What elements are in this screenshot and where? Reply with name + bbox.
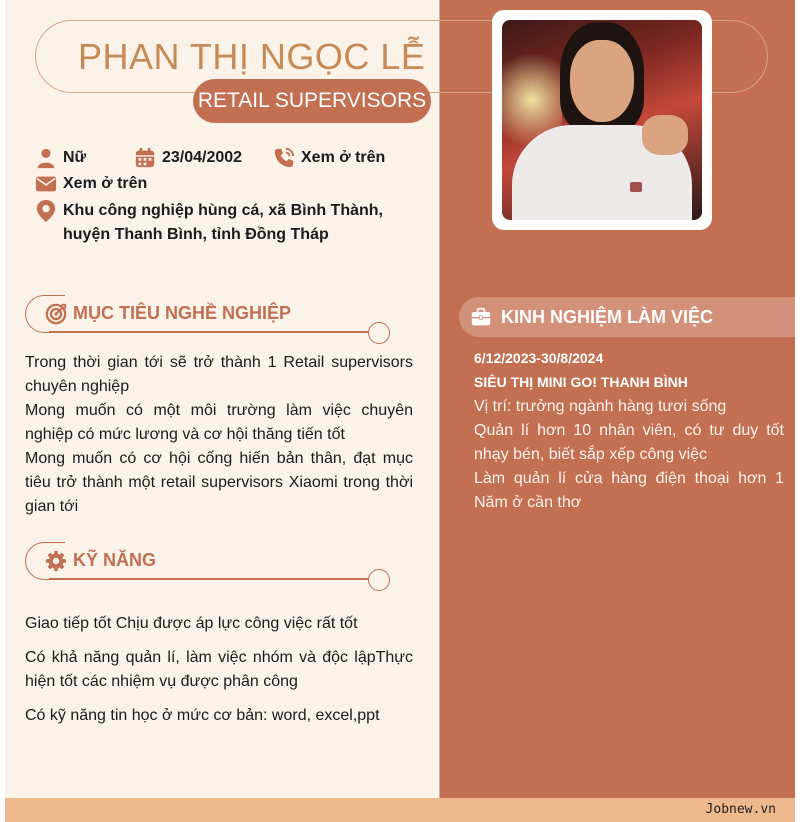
footer-bar [5,798,795,822]
skills-header [25,542,390,580]
map-pin-icon [35,199,57,223]
profile-photo-frame [492,10,712,230]
experience-line: Quản lí hơn 10 nhân viên, có tư duy tốt nhạy bén, biết sắp xếp công việc [474,422,784,463]
birthdate-info [134,147,242,169]
position-badge: RETAIL SUPERVISORS [193,79,431,123]
experience-title: KINH NGHIỆM LÀM VIỆC [501,306,714,327]
address-info [35,199,393,247]
skill-item: Có khả năng quản lí, làm việc nhóm và độc lậpThực hiện tốt các nhiệm vụ được phân công [25,649,413,690]
phone-info [273,147,385,169]
objective-content [25,351,413,519]
address-value: Khu công nghiệp hùng cá, xã Bình Thành, huyện Thanh Bình, tỉnh Đồng Tháp [63,202,383,243]
gender-value: Nữ [63,149,87,166]
email-info [35,173,147,195]
phone-value: Xem ở trên [301,149,386,166]
skills-title: KỸ NĂNG [73,550,157,570]
skill-item: Có kỹ năng tin học ở mức cơ bản: word, excel,ppt [25,707,380,724]
objective-line: Trong thời gian tới sẽ trở thành 1 Retail supervisors chuyên nghiệp [25,354,413,395]
objective-line: Mong muốn có một môi trường làm việc chuyên nghiệp có mức lương và cơ hội thăng tiến tốt [25,402,413,443]
candidate-name: PHAN THỊ NGỌC LỄ [78,36,426,77]
briefcase-icon [471,307,491,327]
experience-header [459,297,795,337]
calendar-icon [134,147,156,169]
objective-line: Mong muốn có cơ hội cống hiến bản thân, đạt mục tiêu trở thành một retail supervisors Xiaomi trong thời gian tới [25,450,413,515]
birthdate-value: 23/04/2002 [162,149,243,166]
user-icon [35,147,57,169]
experience-date: 6/12/2023-30/8/2024 [474,350,604,366]
experience-company: SIÊU THỊ MINI GO! THANH BÌNH [474,374,688,390]
envelope-icon [35,173,57,195]
column-divider [439,0,440,798]
profile-photo [502,20,702,220]
experience-description [474,395,784,515]
objective-header [25,295,390,333]
objective-title: MỤC TIÊU NGHỀ NGHIỆP [73,303,292,323]
experience-line: Làm quản lí cửa hàng điện thoại hơn 1 Năm ở cần thơ [474,470,784,511]
phone-icon [273,147,295,169]
experience-line: Vị trí: trưởng ngành hàng tươi sống [474,398,727,415]
skill-item: Giao tiếp tốt Chịu được áp lực công việc rất tốt [25,615,358,632]
target-icon [45,303,67,325]
email-value: Xem ở trên [63,175,148,192]
skills-content [25,612,413,728]
gender-info [35,147,86,169]
footer-brand: Jobnew.vn [705,802,776,817]
gear-icon [45,550,67,572]
